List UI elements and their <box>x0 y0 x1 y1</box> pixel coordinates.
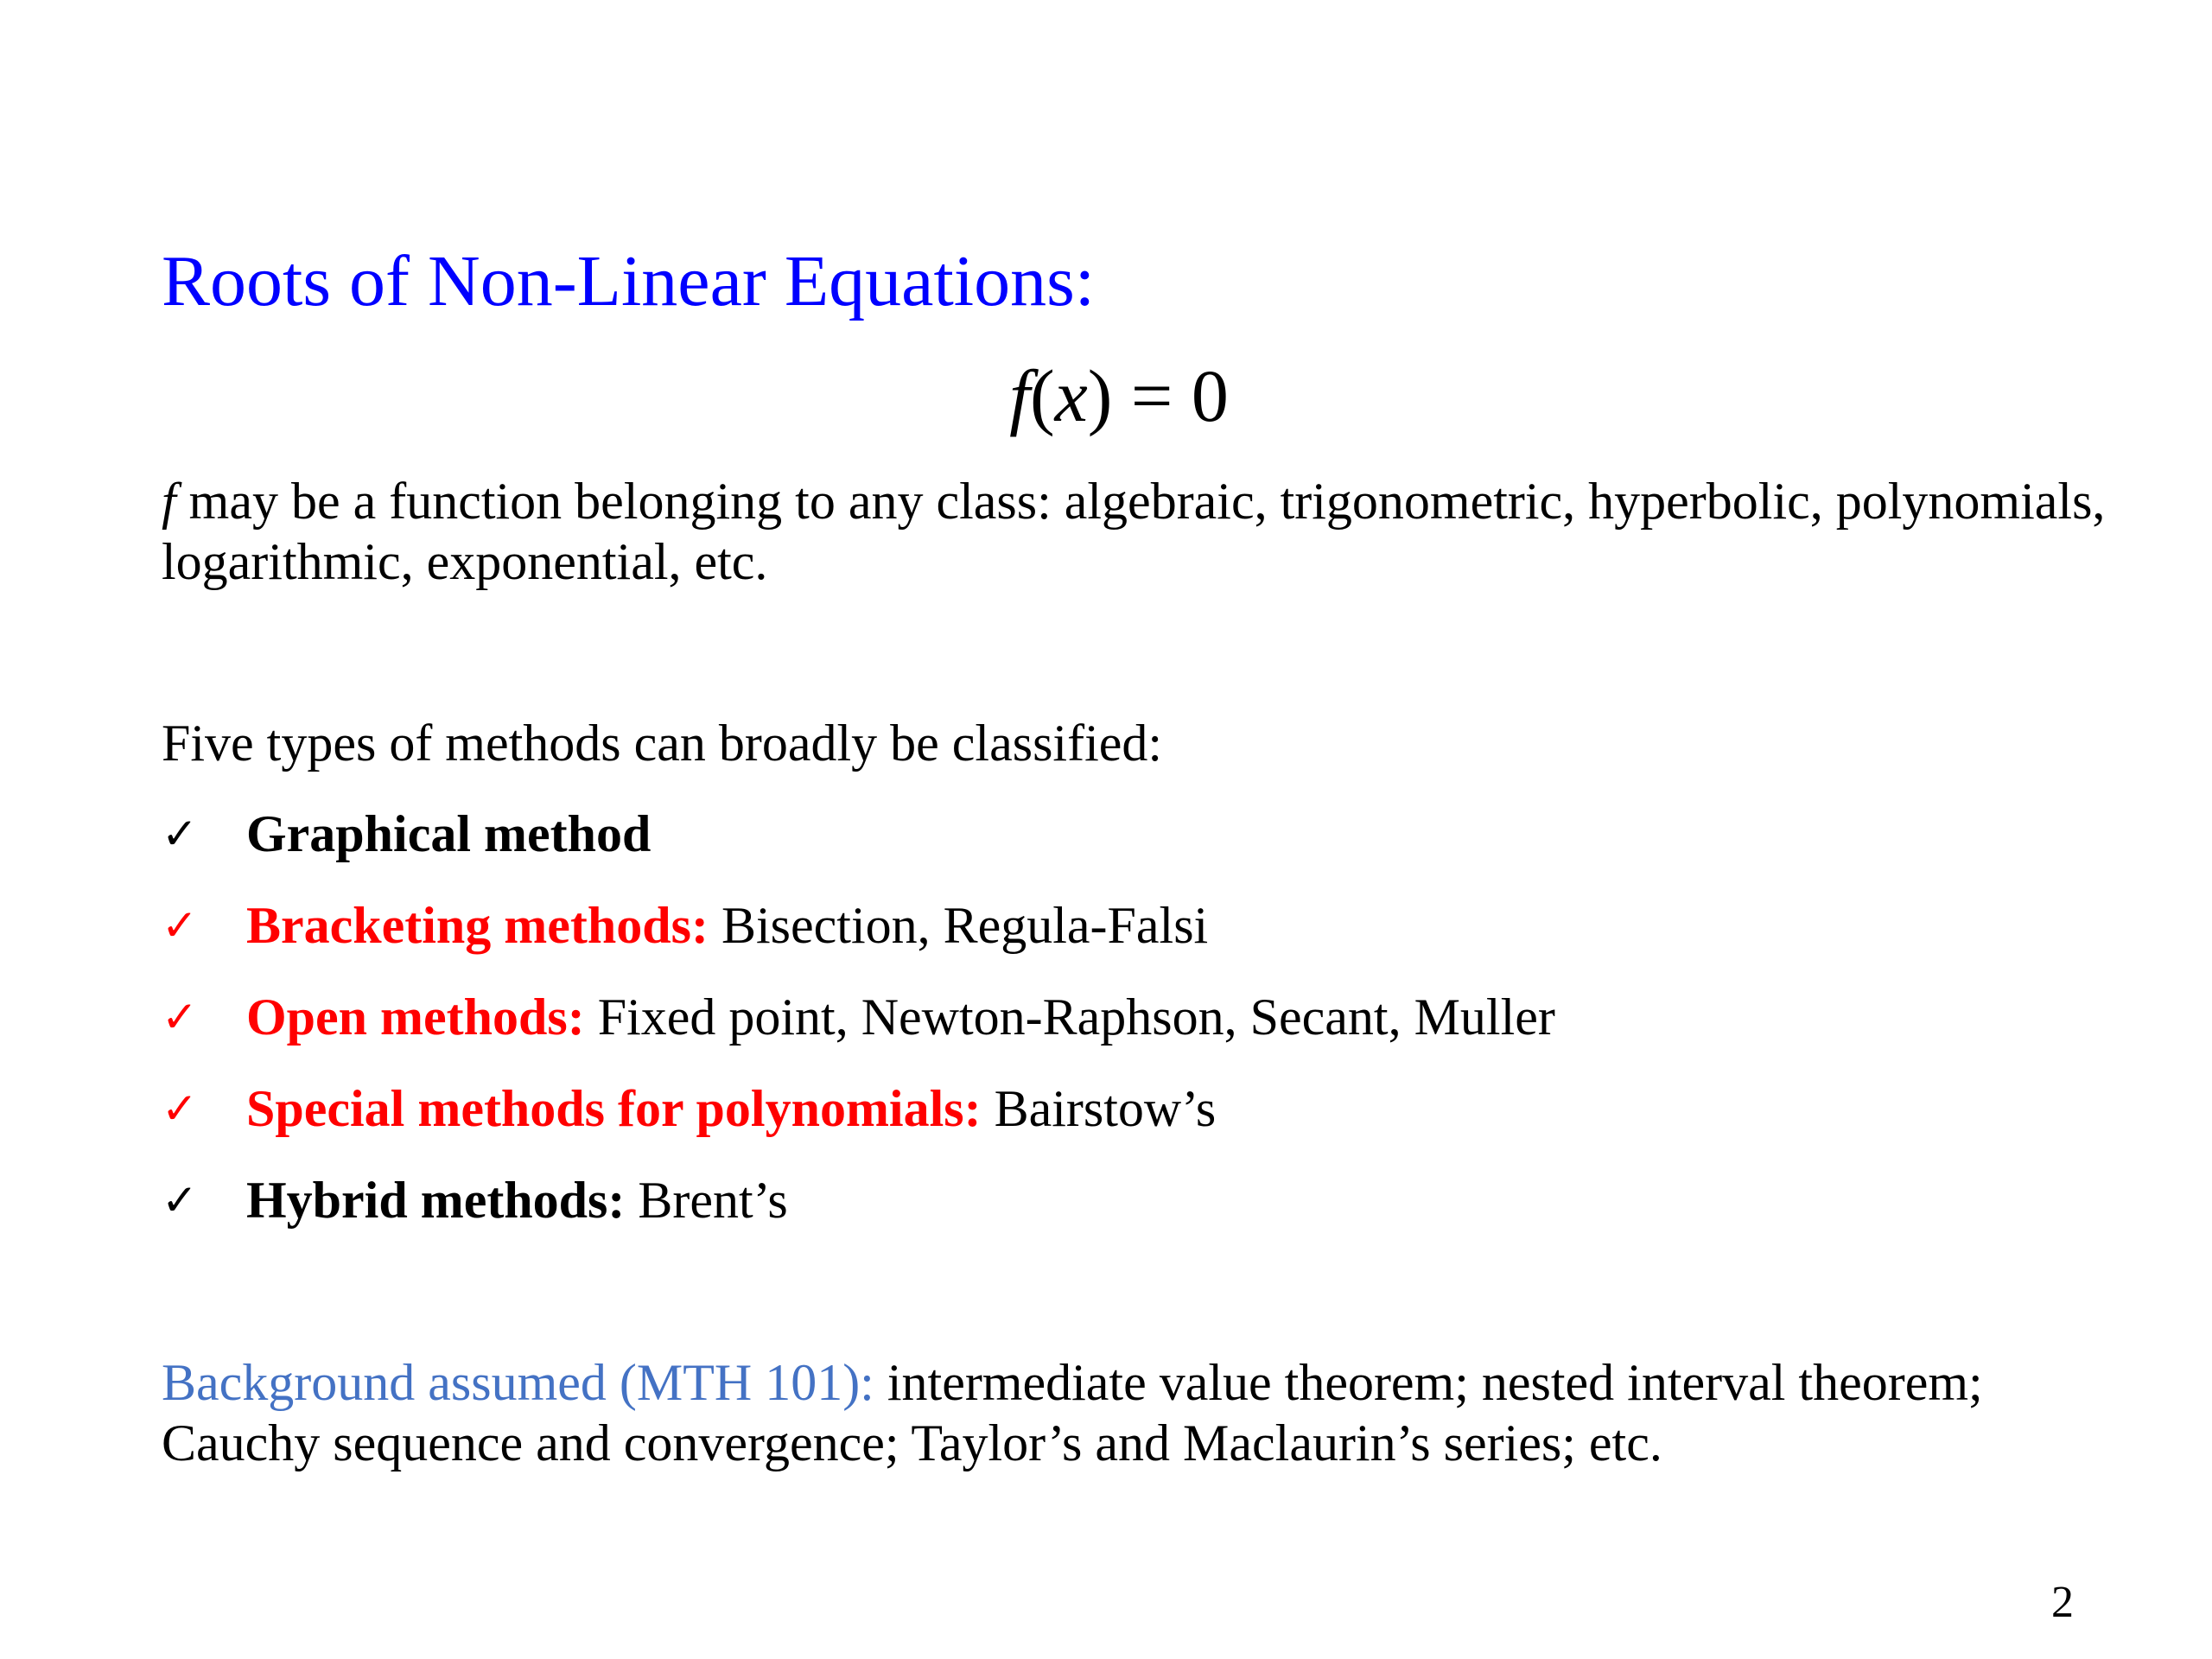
method-text <box>246 895 1208 956</box>
slide-title: Roots of Non-Linear Equations: <box>162 241 1096 321</box>
method-detail: Bairstow’s <box>981 1080 1217 1137</box>
equation-function: f <box>1009 354 1030 437</box>
method-name: Open methods: <box>246 988 585 1046</box>
method-text <box>246 1078 1216 1139</box>
method-name: Graphical method <box>246 805 652 862</box>
equation-inner <box>983 354 1229 437</box>
equation-variable: x <box>1054 354 1088 437</box>
description-symbol: f <box>162 473 176 530</box>
equation-rest: ) = 0 <box>1087 354 1229 437</box>
method-text <box>246 804 651 864</box>
equation-open-paren: ( <box>1029 354 1055 437</box>
method-name: Special methods for polynomials: <box>246 1080 982 1137</box>
description-paragraph <box>162 471 2106 592</box>
checkmark-icon: ✓ <box>162 992 198 1042</box>
methods-intro: Five types of methods can broadly be classified: <box>162 715 1163 772</box>
checkmark-icon: ✓ <box>162 1084 198 1134</box>
checkmark-icon: ✓ <box>162 809 198 859</box>
equation <box>0 353 2212 439</box>
method-detail: Brent’s <box>625 1172 788 1229</box>
method-name: Bracketing methods: <box>246 897 709 954</box>
method-detail: Bisection, Regula-Falsi <box>708 897 1209 954</box>
description-text: may be a function belonging to any class: algebraic, trigonometric, hyperbolic, polynomials, logarithmic, exponential, etc. <box>162 473 2106 590</box>
background-paragraph <box>162 1352 2106 1473</box>
background-label: Background assumed (MTH 101): <box>162 1354 874 1411</box>
checkmark-icon: ✓ <box>162 900 198 950</box>
method-text <box>246 987 1555 1047</box>
method-name: Hybrid methods: <box>246 1172 626 1229</box>
checkmark-icon: ✓ <box>162 1175 198 1225</box>
background-text: intermediate value theorem; nested interval theorem; Cauchy sequence and convergence; Taylor’s and Maclaurin’s series; etc. <box>162 1354 1983 1471</box>
method-text <box>246 1170 788 1230</box>
page-number: 2 <box>2051 1578 2074 1627</box>
method-detail: Fixed point, Newton-Raphson, Secant, Muller <box>584 988 1555 1046</box>
